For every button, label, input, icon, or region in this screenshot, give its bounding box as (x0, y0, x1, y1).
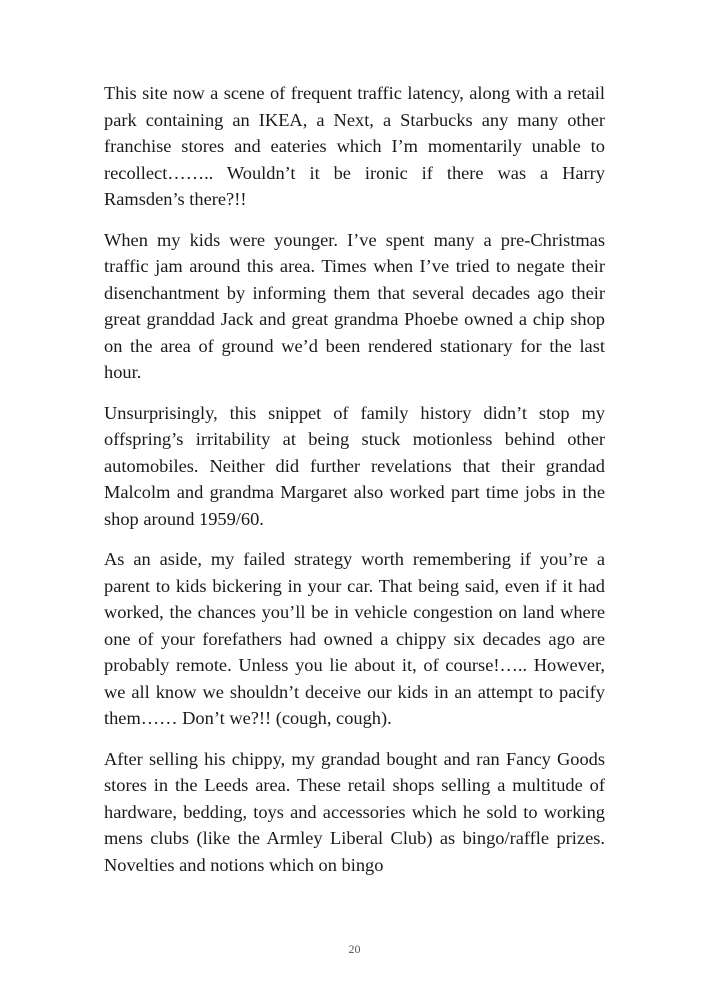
page-number: 20 (348, 942, 361, 956)
paragraph-3: Unsurprisingly, this snippet of family history didn’t stop my offspring’s irritability at being stuck motionless behind other automobiles. Neither did further revelations that their grandad Malcolm and grandma Margaret also worked part time jobs in the shop around 1959/60. (104, 402, 605, 529)
paragraph-2: When my kids were younger. I’ve spent many a pre-Christmas traffic jam around this area. Times when I’ve tried to negate their disenchantment by informing them that several decades ago their great granddad Jack and great grandma Phoebe owned a chip shop on the area of ground we’d been rendered stationary for the last hour. (104, 229, 605, 382)
paragraph-1: This site now a scene of frequent traffic latency, along with a retail park containing an IKEA, a Next, a Starbucks any many other franchise stores and eateries which I’m momentarily unable to recollect…….. Wouldn’t it be ironic if there was a Harry Ramsden’s there?!! (104, 83, 605, 209)
paragraph-5: After selling his chippy, my grandad bought and ran Fancy Goods stores in the Leeds area. These retail shops selling a multitude of hardware, bedding, toys and accessories which he sold to working mens clubs (like the Armley Liberal Club) as bingo/raffle prizes. Novelties and notions which on bingo (104, 748, 605, 875)
page-body (104, 80, 605, 892)
paragraph-4: As an aside, my failed strategy worth remembering if you’re a parent to kids bickering in your car. That being said, even if it had worked, the chances you’ll be in vehicle congestion on land where one of your forefathers had owned a chippy six decades ago are probably remote. Unless you lie about it, of course!….. However, we all know we shouldn’t deceive our kids in an attempt to pacify them…… Don’t we?!! (cough, cough). (104, 549, 605, 728)
